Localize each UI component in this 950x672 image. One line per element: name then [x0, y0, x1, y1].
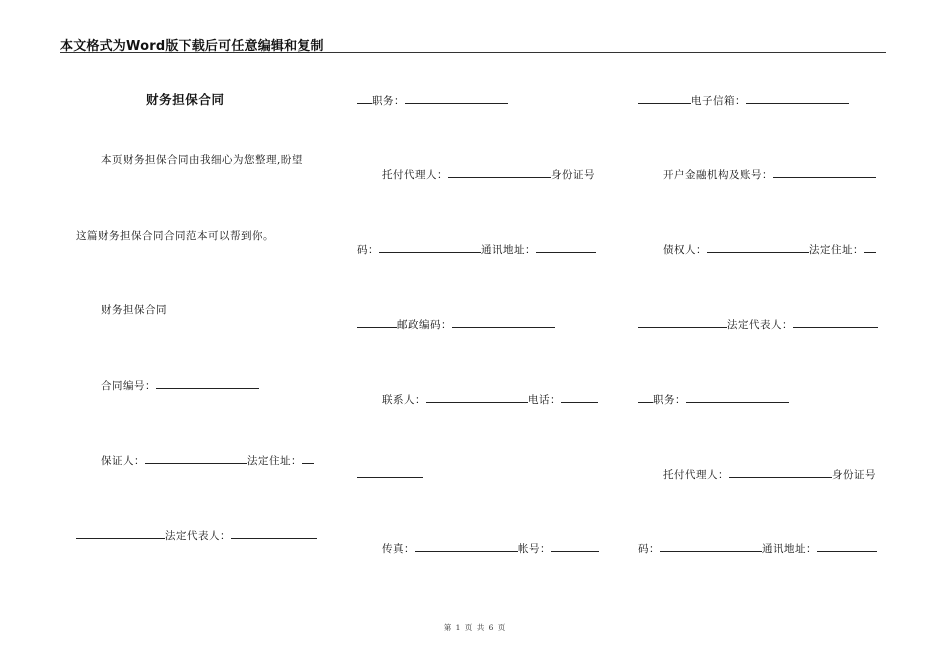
guarantor-account-blank[interactable] — [551, 541, 599, 552]
guarantor-agent-row — [357, 167, 595, 182]
guarantor-position-row — [357, 93, 508, 108]
creditor-legal-rep-blank[interactable] — [793, 317, 878, 328]
contract-number-label: 合同编号： — [101, 380, 156, 392]
guarantor-fax-label: 传真： — [382, 543, 415, 555]
guarantor-email-row — [638, 93, 849, 108]
guarantor-id-suffix: 码： — [357, 244, 379, 256]
guarantor-label: 保证人： — [101, 455, 145, 467]
guarantor-bank-row — [638, 167, 876, 182]
guarantor-phone-blank[interactable] — [561, 392, 598, 403]
guarantor-postcode-row — [357, 317, 555, 332]
guarantor-contact-row — [357, 392, 598, 407]
contract-subtitle: 财务担保合同 — [101, 304, 167, 316]
guarantor-address-cont-blank[interactable] — [76, 528, 165, 539]
intro-line-1: 本页财务担保合同由我细心为您整理,盼望 — [101, 154, 303, 166]
guarantor-address-label: 法定住址： — [247, 455, 302, 467]
creditor-label: 债权人： — [663, 244, 707, 256]
creditor-position-row — [638, 392, 789, 407]
creditor-row — [638, 242, 876, 257]
creditor-id-row — [638, 541, 877, 556]
header-text: 本文格式为Word版下载后可任意编辑和复制 — [60, 39, 324, 54]
guarantor-phone-cont-blank[interactable] — [357, 467, 423, 478]
creditor-mail-address-label: 通讯地址： — [762, 543, 817, 555]
creditor-address-cont-blank[interactable] — [638, 317, 727, 328]
guarantor-rep-cont-blank[interactable] — [357, 93, 372, 104]
guarantor-mail-address-blank[interactable] — [536, 242, 596, 253]
guarantor-bank-label: 开户金融机构及账号： — [663, 169, 773, 181]
guarantor-legal-rep-row — [76, 528, 317, 543]
guarantor-row — [76, 453, 314, 468]
guarantor-legal-rep-blank[interactable] — [231, 528, 317, 539]
creditor-address-blank[interactable] — [864, 242, 876, 253]
guarantor-postcode-label: 邮政编码： — [397, 319, 452, 331]
guarantor-agent-label: 托付代理人： — [382, 169, 448, 181]
creditor-mail-address-blank[interactable] — [817, 541, 877, 552]
creditor-agent-blank[interactable] — [729, 467, 832, 478]
guarantor-bank-blank[interactable] — [773, 167, 876, 178]
guarantor-mail-address-cont-blank[interactable] — [357, 317, 397, 328]
guarantor-fax-row — [357, 541, 599, 556]
page-footer: 第 1 页 共 6 页 — [443, 623, 507, 632]
column-2 — [357, 0, 604, 672]
creditor-agent-label: 托付代理人： — [663, 469, 729, 481]
contract-number-blank[interactable] — [156, 378, 259, 389]
column-3 — [638, 0, 885, 672]
guarantor-account-label: 帐号： — [518, 543, 551, 555]
guarantor-contact-blank[interactable] — [426, 392, 528, 403]
creditor-legal-rep-label: 法定代表人： — [727, 319, 793, 331]
creditor-position-blank[interactable] — [686, 392, 789, 403]
guarantor-agent-blank[interactable] — [448, 167, 551, 178]
creditor-blank[interactable] — [707, 242, 809, 253]
guarantor-position-label: 职务： — [372, 95, 405, 107]
guarantor-id-blank[interactable] — [379, 242, 481, 253]
contract-number-row — [76, 378, 259, 393]
creditor-id-label: 身份证号 — [832, 469, 876, 481]
creditor-legal-rep-row — [638, 317, 878, 332]
guarantor-postcode-blank[interactable] — [452, 317, 555, 328]
creditor-position-label: 职务： — [653, 394, 686, 406]
guarantor-address-blank[interactable] — [302, 453, 314, 464]
creditor-rep-cont-blank[interactable] — [638, 392, 653, 403]
creditor-agent-row — [638, 467, 876, 482]
column-1 — [76, 0, 323, 672]
guarantor-email-label: 电子信箱： — [691, 95, 746, 107]
document-title: 财务担保合同 — [146, 92, 225, 107]
creditor-id-blank[interactable] — [660, 541, 762, 552]
intro-line-2: 这篇财务担保合同合同范本可以帮到你。 — [76, 230, 274, 242]
guarantor-position-blank[interactable] — [405, 93, 508, 104]
guarantor-fax-blank[interactable] — [415, 541, 518, 552]
guarantor-mail-address-label: 通讯地址： — [481, 244, 536, 256]
guarantor-blank[interactable] — [145, 453, 247, 464]
guarantor-email-blank[interactable] — [746, 93, 849, 104]
guarantor-id-row — [357, 242, 596, 257]
guarantor-id-label: 身份证号 — [551, 169, 595, 181]
guarantor-phone-label: 电话： — [528, 394, 561, 406]
guarantor-phone-cont-row — [357, 467, 423, 482]
guarantor-contact-label: 联系人： — [382, 394, 426, 406]
creditor-address-label: 法定住址： — [809, 244, 864, 256]
guarantor-account-cont-blank[interactable] — [638, 93, 691, 104]
creditor-id-suffix: 码： — [638, 543, 660, 555]
guarantor-legal-rep-label: 法定代表人： — [165, 530, 231, 542]
